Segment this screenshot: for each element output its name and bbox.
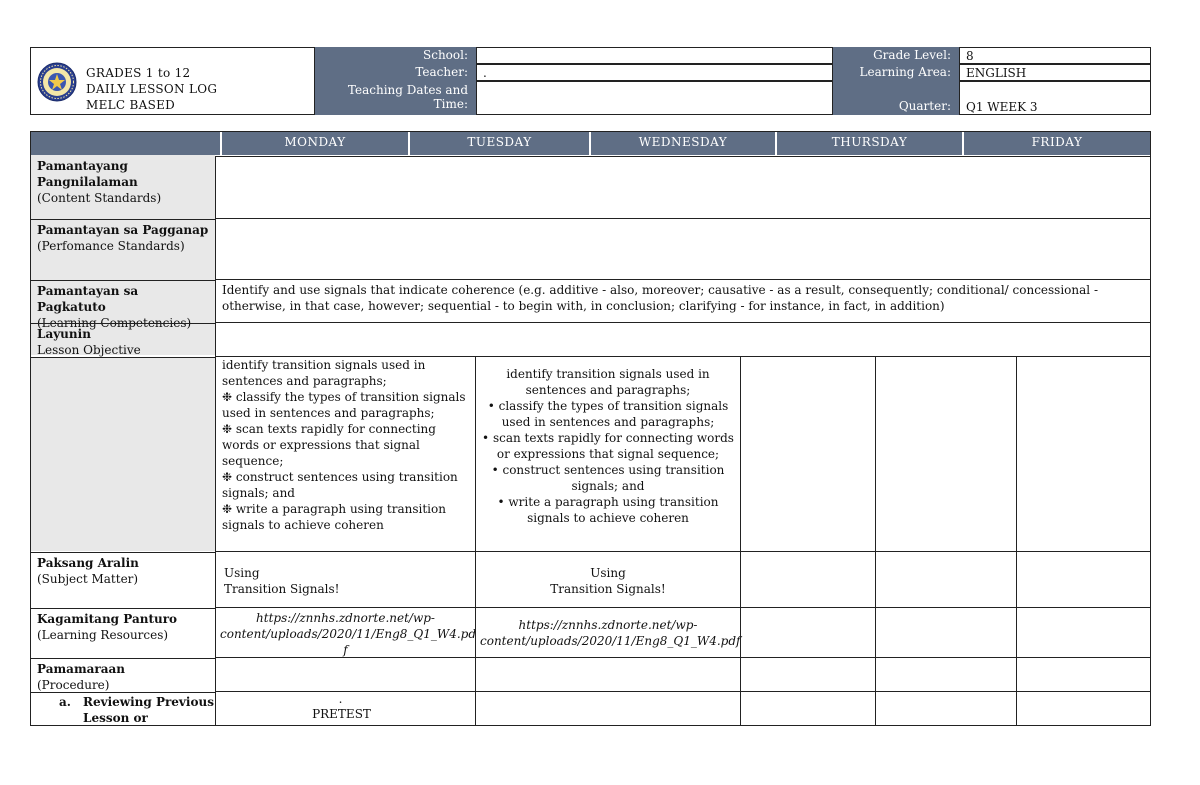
teaching-dates-label [315,81,476,115]
resources-tuesday-link-line1[interactable]: https://znnhs.zdnorte.net/wp- [518,618,698,632]
procedure-title: Pamamaraan [37,662,126,676]
content-standards-title1: Pamantayang [37,159,128,173]
competencies-cell[interactable] [215,279,1151,323]
objective-monday-item-4: ❉ construct sentences using transition signals; and [222,470,458,500]
reviewing-title-line2: Lesson or [83,711,148,725]
quarter-label: Quarter: [833,81,959,115]
teaching-dates-field[interactable] [476,81,833,115]
deped-seal-icon [37,62,77,102]
objective-monday-item-5: ❉ write a paragraph using transition signals to achieve coheren [222,502,446,532]
competencies-title: Pamantayan sa Pagkatuto [37,284,139,314]
reviewing-wednesday-cell[interactable] [740,691,876,726]
objective-thursday-cell[interactable] [875,356,1017,552]
resources-tuesday-link-line2[interactable]: content/uploads/2020/11/Eng8_Q1_W4.pdf [480,634,741,648]
resources-label [31,608,215,658]
objective-sub: Lesson Objective [37,343,141,357]
subject-thursday-cell[interactable] [875,551,1017,608]
reviewing-title-line1: Reviewing Previous [83,695,214,709]
resources-title: Kagamitang Panturo [37,612,178,626]
subject-wednesday-cell[interactable] [740,551,876,608]
subject-monday-line1: Using [224,566,260,580]
day-header-thursday: THURSDAY [777,132,962,155]
subject-monday-line2: Transition Signals! [224,582,340,596]
reviewing-title [83,694,214,726]
resources-monday-link-line2[interactable]: content/uploads/2020/11/Eng8_Q1_W4.pd [220,627,477,641]
objective-header-cell[interactable] [215,322,1151,357]
resources-friday-cell[interactable] [1016,607,1151,658]
reviewing-monday-text: PRETEST [312,707,371,721]
grade-level-label: Grade Level: [833,47,959,64]
resources-wednesday-cell[interactable] [740,607,876,658]
teaching-dates-label-line1: Teaching Dates and [347,83,468,97]
procedure-wednesday-cell[interactable] [740,657,876,692]
subject-matter-sub: (Subject Matter) [37,572,139,586]
subject-tuesday-line2: Transition Signals! [550,582,666,596]
reviewing-tuesday-cell[interactable] [475,691,741,726]
procedure-tuesday-cell[interactable] [475,657,741,692]
objective-wednesday-cell[interactable] [740,356,876,552]
day-header-monday: MONDAY [222,132,408,155]
competencies-text: Identify and use signals that indicate coherence (e.g. additive - also, moreover; causative - as a result, consequently; conditional/ concessional - otherwise, in that case, however; sequential - to begin with, in conclusion; clarifying - for instance, in fact, in addition) [222,283,1098,313]
teacher-label: Teacher: [315,64,476,81]
objective-tuesday-item-4: • construct sentences using transition signals; and [491,463,725,493]
objective-tuesday-item-1: identify transition signals used in sentences and paragraphs; [506,367,710,397]
resources-thursday-cell[interactable] [875,607,1017,658]
day-header-tuesday: TUESDAY [410,132,589,155]
subject-matter-label [31,552,215,608]
competencies-label [31,280,215,330]
objective-monday-cell[interactable] [215,356,476,552]
resources-monday-cell[interactable] [215,607,476,658]
learning-area-field[interactable]: ENGLISH [959,64,1151,81]
objective-monday-item-2: ❉ classify the types of transition signals used in sentences and paragraphs; [222,390,466,420]
objective-tuesday-item-2: • classify the types of transition signals used in sentences and paragraphs; [487,399,729,429]
day-header-corner [31,132,220,155]
header-title-line1: GRADES 1 to 12 [86,66,191,80]
quarter-field[interactable]: Q1 WEEK 3 [959,81,1151,115]
performance-standards-title: Pamantayan sa Pagganap [37,223,209,237]
performance-standards-sub: (Perfomance Standards) [37,239,185,253]
resources-monday-link-line3[interactable]: f [343,643,348,657]
objective-monday-item-1: identify transition signals used in sentences and paragraphs; [222,358,426,388]
reviewing-label [31,692,215,726]
objective-detail-label-cell [31,357,215,551]
performance-standards-label [31,219,215,280]
resources-sub: (Learning Resources) [37,628,169,642]
header-title [86,65,306,113]
procedure-monday-cell[interactable] [215,657,476,692]
subject-friday-cell[interactable] [1016,551,1151,608]
teaching-dates-label-line2: Time: [433,97,468,111]
header-title-cell [30,47,315,115]
content-standards-sub: (Content Standards) [37,191,162,205]
objective-tuesday-cell[interactable] [475,356,741,552]
competencies-sub: (Learning Competencies) [37,316,192,330]
content-standards-label [31,156,215,218]
objective-tuesday-item-5: • write a paragraph using transition signals to achieve coheren [497,495,719,525]
resources-monday-link-line1[interactable]: https://znnhs.zdnorte.net/wp- [256,611,435,625]
procedure-thursday-cell[interactable] [875,657,1017,692]
reviewing-friday-cell[interactable] [1016,691,1151,726]
procedure-label [31,658,215,692]
subject-tuesday-cell[interactable] [475,551,741,608]
reviewing-monday-cell[interactable] [215,691,476,726]
procedure-friday-cell[interactable] [1016,657,1151,692]
school-label: School: [315,47,476,64]
subject-monday-cell[interactable] [215,551,476,608]
content-standards-cell[interactable] [215,156,1151,219]
objective-friday-cell[interactable] [1016,356,1151,552]
teacher-field[interactable]: . [476,64,833,81]
learning-area-label: Learning Area: [833,64,959,81]
objective-tuesday-item-3: • scan texts rapidly for connecting words or expressions that signal sequence; [482,431,734,461]
day-header-wednesday: WEDNESDAY [591,132,775,155]
objective-monday-item-3: ❉ scan texts rapidly for connecting words or expressions that signal sequence; [222,422,436,468]
content-standards-title2: Pangnilalaman [37,175,138,189]
reviewing-letter: a. [59,695,71,709]
header-title-line2: DAILY LESSON LOG [86,82,218,96]
reviewing-monday-dot: . [338,692,343,706]
header-title-line3: MELC BASED [86,98,176,112]
reviewing-thursday-cell[interactable] [875,691,1017,726]
school-field[interactable] [476,47,833,64]
objective-title: Layunin [37,327,91,341]
grade-level-field[interactable]: 8 [959,47,1151,64]
procedure-sub: (Procedure) [37,678,110,692]
day-header-friday: FRIDAY [964,132,1150,155]
performance-standards-cell[interactable] [215,218,1151,280]
objective-label [31,323,215,357]
subject-matter-title: Paksang Aralin [37,556,139,570]
subject-tuesday-line1: Using [590,566,626,580]
resources-tuesday-cell[interactable] [475,607,741,658]
